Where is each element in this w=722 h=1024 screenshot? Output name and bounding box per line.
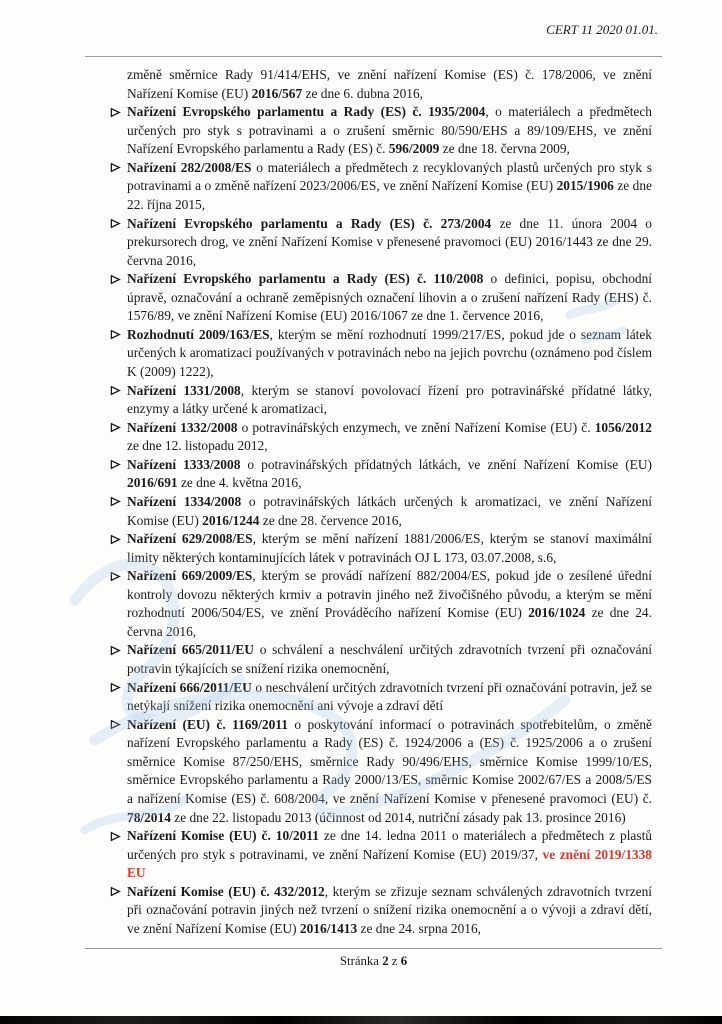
regulation-item (110, 716, 652, 827)
text-segment: 2016/1244 (202, 512, 260, 528)
text-segment: , kterým se stanoví povolovací řízení pro potravinářské přídatné látky, enzymy a látky určené k aromatizaci, (127, 382, 652, 417)
text-segment: Nařízení 669/2009/ES (127, 568, 253, 584)
text-segment: 78/2014 (127, 809, 171, 825)
text-segment: , kterým se zřizuje seznam schválených zdravotních tvrzení při označování potravin jiných než tvrzení o snížení rizika onemocnění a o vývoji a zdraví dětí, ve znění Nařízení Komise (EU) (127, 883, 652, 936)
arrow-bullet-icon (110, 719, 121, 732)
regulation-item (110, 215, 652, 271)
text-segment: o potravinářských enzymech, ve znění Nařízení Komise (EU) č. (237, 419, 595, 435)
text-segment: Nařízení 1331/2008 (127, 382, 241, 398)
regulation-item (110, 827, 652, 883)
text-segment: změně směrnice Rady 91/414/EHS, ve znění nařízení Komise (ES) č. 178/2006, ve znění Nařízení Komise (EU) (127, 67, 652, 101)
text-segment: o potravinářských látkách určených k aromatizaci, ve znění Nařízení Komise (EU) (127, 493, 652, 528)
arrow-bullet-icon (110, 682, 121, 695)
regulation-item-text (127, 383, 652, 417)
regulation-item (110, 103, 652, 159)
text-segment: Nařízení Evropského parlamentu a Rady (ES) č. 273/2004 (127, 215, 492, 231)
arrow-bullet-icon (110, 534, 121, 547)
text-segment: 2016/1413 (299, 920, 358, 936)
text-segment: Nařízení 629/2008/ES (127, 531, 253, 547)
arrow-bullet-icon (110, 459, 121, 472)
document-code: CERT 11 2020 01.01. (546, 22, 658, 37)
text-segment: , kterým se provádí nařízení 882/2004/ES, pokud jde o zesílené úřední kontroly dovozu některých krmiv a potravin jiného než živočišného původu, a kterým se mění rozhodnutí 2006/504/ES, ve znění Prováděcího nařízení Komise (EU) (127, 568, 652, 621)
text-segment: , kterým se mění nařízení 1881/2006/ES, kterým se stanoví maximální limity některých kontaminujících látek v potravinách OJ L 173, 03.07.2008, s.6, (127, 531, 652, 565)
regulation-item (110, 883, 652, 939)
text-segment: ze dne 24. srpna 2016, (357, 920, 482, 936)
regulation-item-text (127, 568, 652, 639)
text-segment: ze dne 12. listopadu 2012, (127, 438, 268, 454)
document-body (110, 66, 652, 944)
text-segment: Nařízení 666/2011/EU (127, 679, 252, 695)
regulation-item (110, 270, 652, 326)
text-segment: Nařízení 282/2008/ES (127, 159, 252, 175)
text-segment: Nařízení 1332/2008 (127, 419, 238, 435)
regulation-item-text (127, 216, 652, 268)
arrow-bullet-icon (110, 274, 121, 287)
regulation-item (110, 382, 652, 419)
arrow-bullet-icon (110, 218, 121, 231)
regulation-item (110, 530, 652, 567)
regulation-item-text (127, 160, 652, 212)
text-segment: o definici, popisu, obchodní úpravě, označování a ochraně zeměpisných označení lihovin a o zrušení nařízení Rady (EHS) č. 1576/89, ve znění Nařízení Komise (EU) 2016/1067 ze dne 1. července 2016, (127, 271, 652, 324)
text-segment: o potravinářských přídatných látkách, ve znění Nařízení Komise (EU) (240, 456, 652, 472)
text-segment: ze dne 22. listopadu 2013 (účinnost od 2014, nutriční zásady pak 13. prosince 2016) (170, 809, 626, 825)
text-segment: ze dne 24. června 2016, (127, 605, 652, 639)
text-segment: , kterým se mění rozhodnutí 1999/217/ES, pokud jde o seznam látek určených k aromatizaci používaných v potravinách nebo na jejich povrchu (oznámeno pod číslem K (2009) 1222), (127, 326, 652, 379)
arrow-bullet-icon (110, 886, 121, 899)
text-segment: , o materiálech a předmětech určených pro styk s potravinami a o zrušení směrnic 80/590/EHS a 89/109/EHS, ve znění Nařízení Evropského parlamentu a Rady (ES) č. (127, 104, 652, 157)
arrow-bullet-icon (110, 107, 121, 120)
regulation-item (110, 159, 652, 215)
text-segment: o materiálech a předmětech z recyklovaných plastů určených pro styk s potravinami a o změně nařízení 2023/2006/ES, ve znění Nařízení Komise (EU) (127, 159, 652, 194)
text-segment: Nařízení Komise (EU) č. 10/2011 (127, 828, 319, 844)
arrow-bullet-icon (110, 645, 121, 658)
text-segment: 6 (400, 954, 408, 968)
text-segment: ze dne 28. července 2016, (259, 512, 402, 528)
regulation-list (110, 103, 652, 938)
regulation-item-text (127, 271, 652, 323)
footer (85, 948, 662, 969)
text-segment: z (388, 954, 401, 968)
text-segment: Nařízení Evropského parlamentu a Rady (ES) č. 110/2008 (127, 271, 484, 287)
intro-paragraph (127, 66, 652, 103)
arrow-bullet-icon (110, 831, 121, 844)
text-segment: 596/2009 (388, 141, 440, 157)
text-segment: ze dne 22. října 2015, (127, 178, 652, 212)
text-segment: 2016/691 (127, 475, 178, 491)
text-segment: 2 (382, 954, 389, 968)
text-segment: ze dne 14. ledna 2011 o materiálech a předmětech z plastů určených pro styk s potravinami, ve znění Nařízení Komise (EU) 2019/37, (127, 828, 652, 862)
regulation-item (110, 419, 652, 456)
regulation-item-text (127, 420, 652, 454)
text-segment: Stránka (339, 954, 383, 968)
text-segment: ze dne 18. června 2009, (439, 141, 570, 157)
page-number (340, 954, 407, 968)
regulation-item-text (127, 327, 652, 379)
text-segment: ve znění 2019/1338 EU (127, 846, 652, 881)
regulation-item (110, 641, 652, 678)
arrow-bullet-icon (110, 422, 121, 435)
header-divider (85, 56, 662, 57)
scan-artifact-strip (0, 1016, 722, 1024)
text-segment: 2016/1024 (528, 605, 586, 621)
text-segment: Nařízení (EU) č. 1169/2011 (127, 716, 288, 732)
regulation-item (110, 456, 652, 493)
text-segment: 1056/2012 (594, 419, 652, 435)
text-segment: 2016/567 (251, 85, 303, 101)
text-segment: Nařízení Komise (EU) č. 432/2012 (127, 883, 325, 899)
text-segment: Nařízení Evropského parlamentu a Rady (ES) č. 1935/2004 (127, 104, 486, 120)
regulation-item (110, 567, 652, 641)
text-segment: o poskytování informací o potravinách spotřebitelům, o změně nařízení Evropského parlamentu a Rady (ES) č. 1924/2006 a (ES) č. 1925/2006 a o zrušení směrnice Komise 87/250/EHS, směrnice Rady 90/496/EHS, směrnice Komise 1999/10/ES, směrnice Evropského parlamentu a Rady 2000/13/ES, směrnic Komise 2002/67/ES a 2008/5/ES a nařízení Komise (ES) č. 608/2004, ve znění Nařízení Komise v přenesené pravomoci (EU) č. (127, 716, 652, 806)
regulation-item (110, 679, 652, 716)
regulation-item-text (127, 680, 652, 714)
text-segment: o schválení a neschválení určitých zdravotních tvrzení při označování potravin týkajících se snížení rizika onemocnění, (127, 642, 652, 676)
text-segment: Nařízení 1333/2008 (127, 456, 241, 472)
regulation-item-text (127, 717, 652, 825)
regulation-item-text (127, 457, 652, 491)
text-segment: Nařízení 665/2011/EU (127, 642, 254, 658)
text-segment: o neschválení určitých zdravotních tvrzení při označování potravin, jež se netýkají snížení rizika onemocnění ani vývoje a zdraví dětí (127, 679, 652, 714)
arrow-bullet-icon (110, 162, 121, 175)
text-segment: ze dne 4. května 2016, (177, 475, 302, 491)
regulation-item-text (127, 531, 652, 565)
regulation-item-text (127, 494, 652, 528)
arrow-bullet-icon (110, 329, 121, 342)
text-segment: Nařízení 1334/2008 (127, 493, 242, 509)
regulation-item-text (127, 884, 652, 936)
regulation-item (110, 493, 652, 530)
regulation-item-text (127, 828, 652, 880)
regulation-item (110, 326, 652, 382)
regulation-item-text (127, 642, 652, 676)
arrow-bullet-icon (110, 571, 121, 584)
text-segment: ze dne 11. února 2004 o prekursorech drog, ve znění Nařízení Komise v přenesené pravomoci (EU) 2016/1443 ze dne 29. června 2016, (127, 215, 652, 268)
arrow-bullet-icon (110, 496, 121, 509)
text-segment: Rozhodnutí 2009/163/ES (127, 326, 270, 342)
regulation-item-text (127, 104, 652, 156)
text-segment: ze dne 6. dubna 2016, (302, 85, 424, 101)
arrow-bullet-icon (110, 385, 121, 398)
text-segment: 2015/1906 (556, 178, 614, 194)
